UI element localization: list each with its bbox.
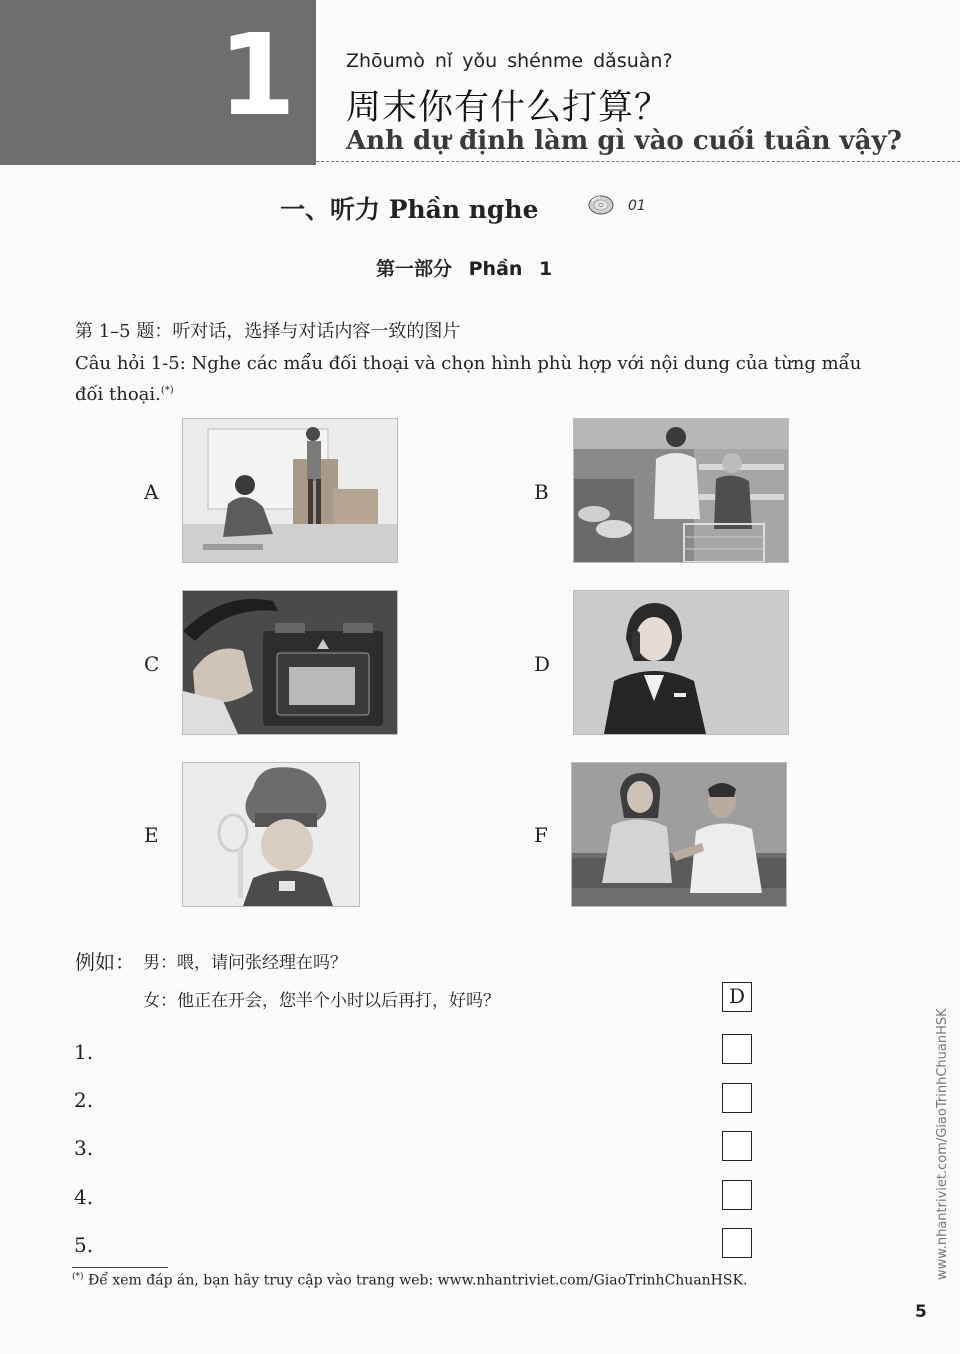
question-number-2: 2.: [74, 1088, 94, 1112]
audio-track-number: 01: [628, 198, 646, 214]
example-woman-line: 女：他正在开会，您半个小时以后再打，好吗？: [143, 991, 500, 1011]
footnote: [72, 1272, 747, 1289]
option-letter-e: E: [144, 823, 159, 847]
page-number: 5: [915, 1302, 927, 1322]
section-title: 一、听力 Phần nghe: [280, 195, 539, 224]
cd-audio-icon: [588, 195, 614, 215]
example-label: 例如：: [75, 950, 135, 974]
answer-box-4[interactable]: [722, 1180, 752, 1210]
instruction-chinese: 第 1–5 题：听对话，选择与对话内容一致的图片: [75, 321, 461, 342]
child-chef-photo: [182, 762, 360, 907]
option-letter-c: C: [144, 652, 160, 676]
part-title: 第一部分 Phần 1: [376, 258, 553, 280]
side-website-url: www.nhantriviet.com/GiaoTrinhChuanHSK: [935, 1008, 950, 1280]
couple-arguing-photo: [571, 762, 787, 907]
option-letter-a: A: [144, 480, 159, 504]
lesson-pinyin: Zhōumò nǐ yǒu shénme dǎsuàn?: [346, 50, 673, 72]
footnote-marker: (*): [160, 385, 174, 396]
woman-on-phone-photo: [573, 590, 789, 735]
question-number-1: 1.: [74, 1040, 94, 1064]
lesson-number: 1: [218, 11, 296, 141]
question-number-5: 5.: [74, 1233, 94, 1257]
footnote-text: Để xem đáp án, bạn hãy truy cập vào trang web: www.nhantriviet.com/GiaoTrinhChuanHSK.: [87, 1272, 748, 1289]
option-letter-b: B: [534, 480, 549, 504]
couple-supermarket-photo: [573, 418, 789, 563]
instruction-vietnamese: [75, 350, 865, 408]
car-dashboard-photo: [182, 590, 398, 735]
footnote-divider: [72, 1267, 168, 1268]
answer-box-5[interactable]: [722, 1228, 752, 1258]
question-number-4: 4.: [74, 1185, 94, 1209]
header-divider: [316, 161, 960, 162]
example-man-line: 男：喂，请问张经理在吗？: [143, 953, 347, 973]
question-number-3: 3.: [74, 1136, 94, 1160]
option-letter-d: D: [534, 652, 551, 676]
example-answer-box: D: [722, 982, 752, 1012]
answer-box-1[interactable]: [722, 1034, 752, 1064]
option-letter-f: F: [534, 823, 548, 847]
answer-box-3[interactable]: [722, 1131, 752, 1161]
footnote-mark: (*): [72, 1272, 84, 1282]
lesson-title-vietnamese: Anh dự định làm gì vào cuối tuần vậy?: [346, 126, 902, 156]
instruction-vietnamese-text: Câu hỏi 1-5: Nghe các mẩu đối thoại và chọn hình phù hợp với nội dung của từng mẩu đối thoại.: [75, 353, 862, 405]
lesson-title-chinese: 周末你有什么打算？: [346, 88, 671, 128]
couple-moving-boxes-photo: [182, 418, 398, 563]
answer-box-2[interactable]: [722, 1083, 752, 1113]
